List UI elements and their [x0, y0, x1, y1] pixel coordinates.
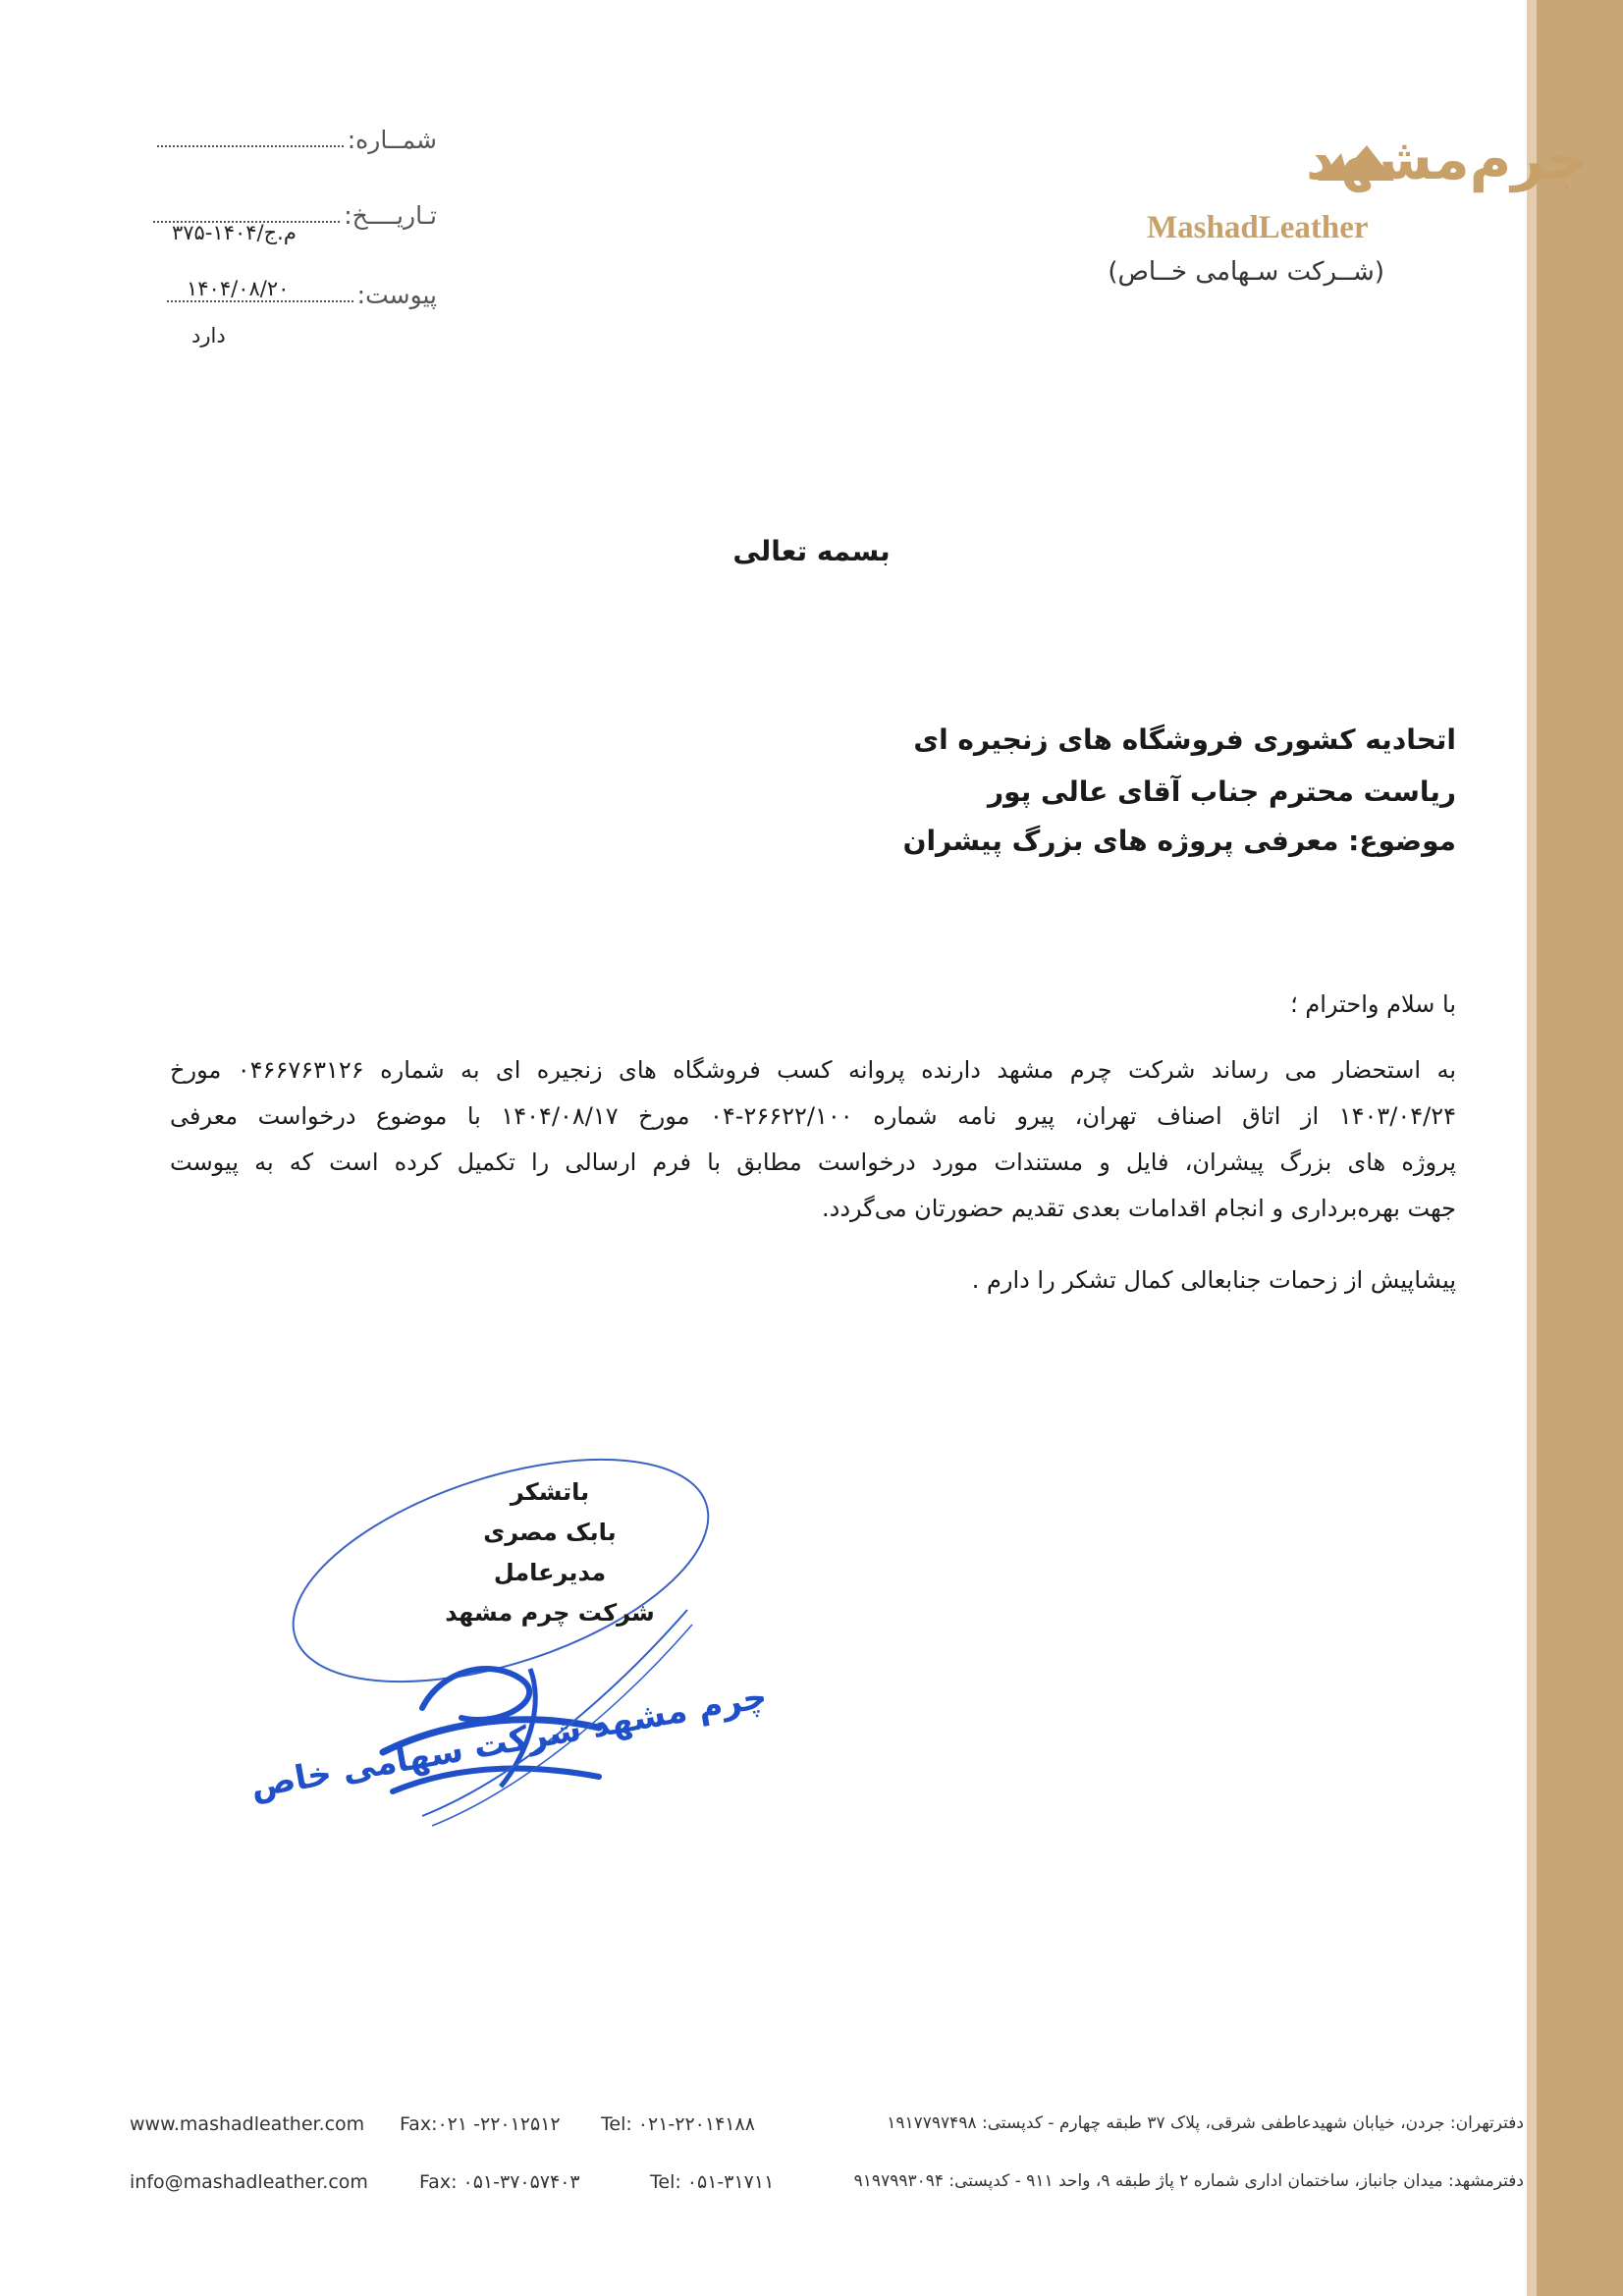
number-label: شمــاره:: [347, 126, 437, 154]
body-line-1: به استحضار می رساند شرکت چرم مشهد دارنده پروانه کسب فروشگاه های زنجیره ای به شماره ۰۴۶۶۷۶۳۱۲۶ مورخ: [170, 1056, 1456, 1084]
signer-title: مدیرعامل: [493, 1559, 607, 1586]
body-line-2: ۱۴۰۳/۰۴/۲۴ از اتاق اصناف تهران، پیرو نامه شماره ۲۶۶۲۲/۱۰۰-۰۴ مورخ ۱۴۰۴/۰۸/۱۷ با موضوع درخواست معرفی: [170, 1102, 1456, 1130]
mashhad-fax: Fax: ۰۵۱-۳۷۰۵۷۴۰۳: [419, 2171, 580, 2193]
stamp-lettering: چرم مشهد شرکت سهامی خاص: [247, 1677, 771, 1807]
mashhad-address: دفترمشهد: میدان جانباز، ساختمان اداری شماره ۲ پاژ طبقه ۹، واحد ۹۱۱ - کدپستی: ۹۱۹۷۹۹۳۰۹۴: [853, 2171, 1524, 2191]
greeting: با سلام واحترام ؛: [1290, 990, 1456, 1018]
page-edge-highlight: [1527, 0, 1537, 2296]
website-link[interactable]: www.mashadleather.com: [130, 2113, 365, 2135]
recipient-line-2: ریاست محترم جناب آقای عالی پور: [988, 775, 1456, 808]
tehran-tel: Tel: ۰۲۱-۲۲۰۱۴۱۸۸: [601, 2113, 755, 2135]
tehran-address: دفترتهران: جردن، خیابان شهیدعاطفی شرقی، پلاک ۳۷ طبقه چهارم - کدپستی: ۱۹۱۷۷۹۷۴۹۸: [887, 2113, 1524, 2133]
body-line-4: جهت بهره‌برداری و انجام اقدامات بعدی تقدیم حضورتان می‌گردد.: [822, 1195, 1456, 1222]
attachment-value: ۱۴۰۴/۰۸/۲۰: [187, 277, 290, 300]
signature-thanks: باتشکر: [510, 1478, 590, 1506]
brand-subtitle: (شــرکت سـهامی خــاص): [1108, 257, 1384, 287]
date-value: م.ج/۱۴۰۴-۳۷۵: [172, 221, 297, 244]
page-edge-stripe: [1537, 0, 1623, 2296]
signer-company: شرکت چرم مشهد: [445, 1599, 655, 1627]
logo-persian-text: جرم‌مشهد: [1306, 126, 1589, 192]
mashhad-tel: Tel: ۰۵۱-۳۱۷۱۱: [650, 2171, 775, 2193]
attachment-note: دارد: [191, 324, 226, 347]
closing-line: پیشاپیش از زحمات جنابعالی کمال تشکر را دارم .: [971, 1266, 1456, 1294]
body-line-3: پروژه های بزرگ پیشران، فایل و مستندات مورد درخواست مطابق با فرم ارسالی را تکمیل کرده است که به پیوست: [170, 1148, 1456, 1176]
brand-name-latin: MashadLeather: [1147, 210, 1369, 245]
signature-block: [432, 1472, 668, 1633]
attachment-label: پیوست:: [356, 281, 437, 309]
number-row: [157, 126, 437, 154]
recipient-line-1: اتحادیه کشوری فروشگاه های زنجیره ای: [913, 723, 1456, 756]
email-link[interactable]: info@mashadleather.com: [130, 2171, 368, 2193]
signer-name: بابک مصری: [483, 1519, 617, 1546]
company-logo: [1108, 110, 1589, 296]
tehran-fax: Fax:۰۲۱ -۲۲۰۱۲۵۱۲: [400, 2113, 561, 2135]
date-label: تـاریــــخ:: [344, 201, 437, 230]
letter-heading: بسمه تعالی: [732, 535, 891, 567]
subject-line: موضوع: معرفی پروژه های بزرگ پیشران: [902, 825, 1456, 857]
logo-mark-icon: [1109, 110, 1589, 208]
